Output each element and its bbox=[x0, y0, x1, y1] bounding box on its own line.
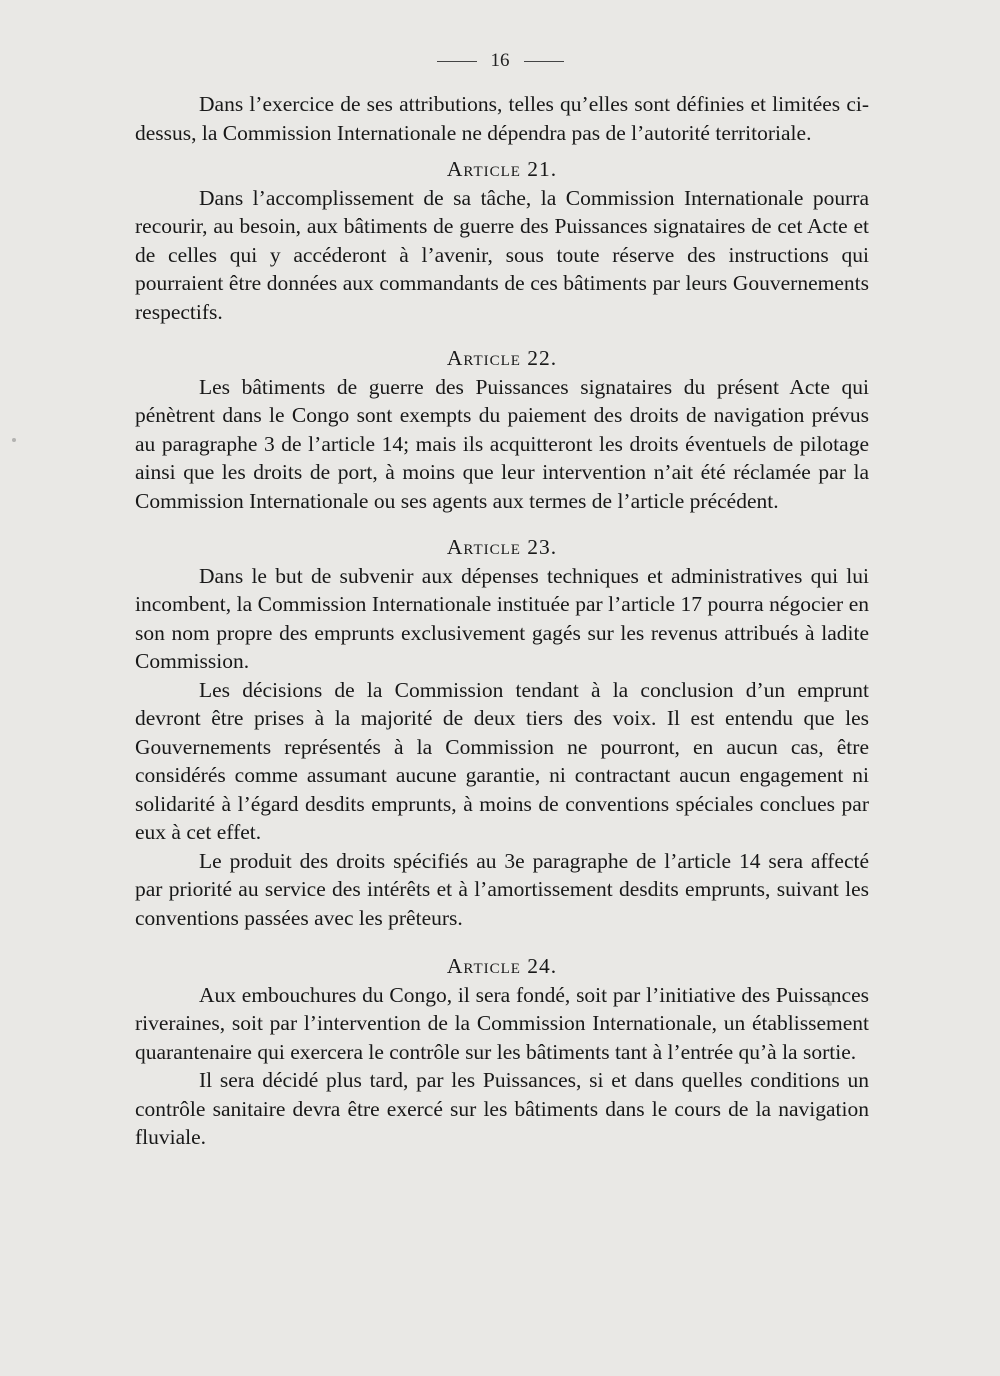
paper-speck bbox=[828, 1002, 832, 1006]
header-rule-left bbox=[437, 61, 477, 62]
article-heading: Article 23. bbox=[446, 535, 558, 559]
paragraph: Dans l’accomplissement de sa tâche, la Commission Internationale pourra recourir, au besoin, aux bâtiments de guerre des Puissances signataires de cet Acte et de celles qui y accéderont à l’avenir, sous toute réserve des instructions qui pourraient être données aux commandants de ces bâtiments par leurs Gouvernements respectifs. bbox=[135, 185, 869, 324]
paragraph: Le produit des droits spécifiés au 3e paragraphe de l’article 14 sera affecté par priorité au service des intérêts et à l’amortissement desdits emprunts, suivant les conventions passées avec les prêteurs. bbox=[135, 848, 869, 930]
paragraph: Dans l’exercice de ses attributions, telles qu’elles sont définies et limitées ci-dessus, la Commission Internationale ne dépendra pas de l’autorité territoriale. bbox=[135, 92, 869, 145]
page-header bbox=[0, 50, 1000, 72]
paragraph: Aux embouchures du Congo, il sera fondé, soit par l’initiative des Puissances riveraines, soit par l’intervention de la Commission Internationale, un établissement quarantenaire qui exercera le contrôle sur les bâtiments tant à l’entrée qu’à la sortie. bbox=[135, 982, 869, 1064]
body-text bbox=[135, 90, 869, 1152]
paragraph: Dans le but de subvenir aux dépenses techniques et administratives qui lui incombent, la Commission Internationale instituée par l’article 17 pourra négocier en son nom propre des emprunts exclusivement gagés sur les revenus attribués à ladite Commission. bbox=[135, 563, 869, 673]
article-heading: Article 22. bbox=[446, 346, 558, 370]
page-number: 16 bbox=[490, 50, 510, 71]
article-heading: Article 21. bbox=[446, 157, 558, 181]
header-rule-right bbox=[524, 61, 564, 62]
paper-speck bbox=[12, 438, 16, 442]
paragraph: Les bâtiments de guerre des Puissances signataires du présent Acte qui pénètrent dans le Congo sont exempts du paiement des droits de navigation prévus au paragraphe 3 de l’article 14; mais ils acquitteront les droits éventuels de pilotage ainsi que les droits de port, à moins que leur intervention n’ait été réclamée par la Commission Internationale ou ses agents aux termes de l’article précédent. bbox=[135, 374, 869, 513]
article-heading: Article 24. bbox=[446, 954, 558, 978]
paragraph: Les décisions de la Commission tendant à la conclusion d’un emprunt devront être prises à la majorité de deux tiers des voix. Il est entendu que les Gouvernements représentés à la Commission ne pourront, en aucun cas, être considérés comme assumant aucune garantie, ni contractant aucun engagement ni solidarité à l’égard desdits emprunts, à moins de conventions spéciales conclues par eux à cet effet. bbox=[135, 677, 869, 844]
paragraph: Il sera décidé plus tard, par les Puissances, si et dans quelles conditions un contrôle sanitaire devra être exercé sur les bâtiments dans le cours de la navigation fluviale. bbox=[135, 1068, 869, 1149]
